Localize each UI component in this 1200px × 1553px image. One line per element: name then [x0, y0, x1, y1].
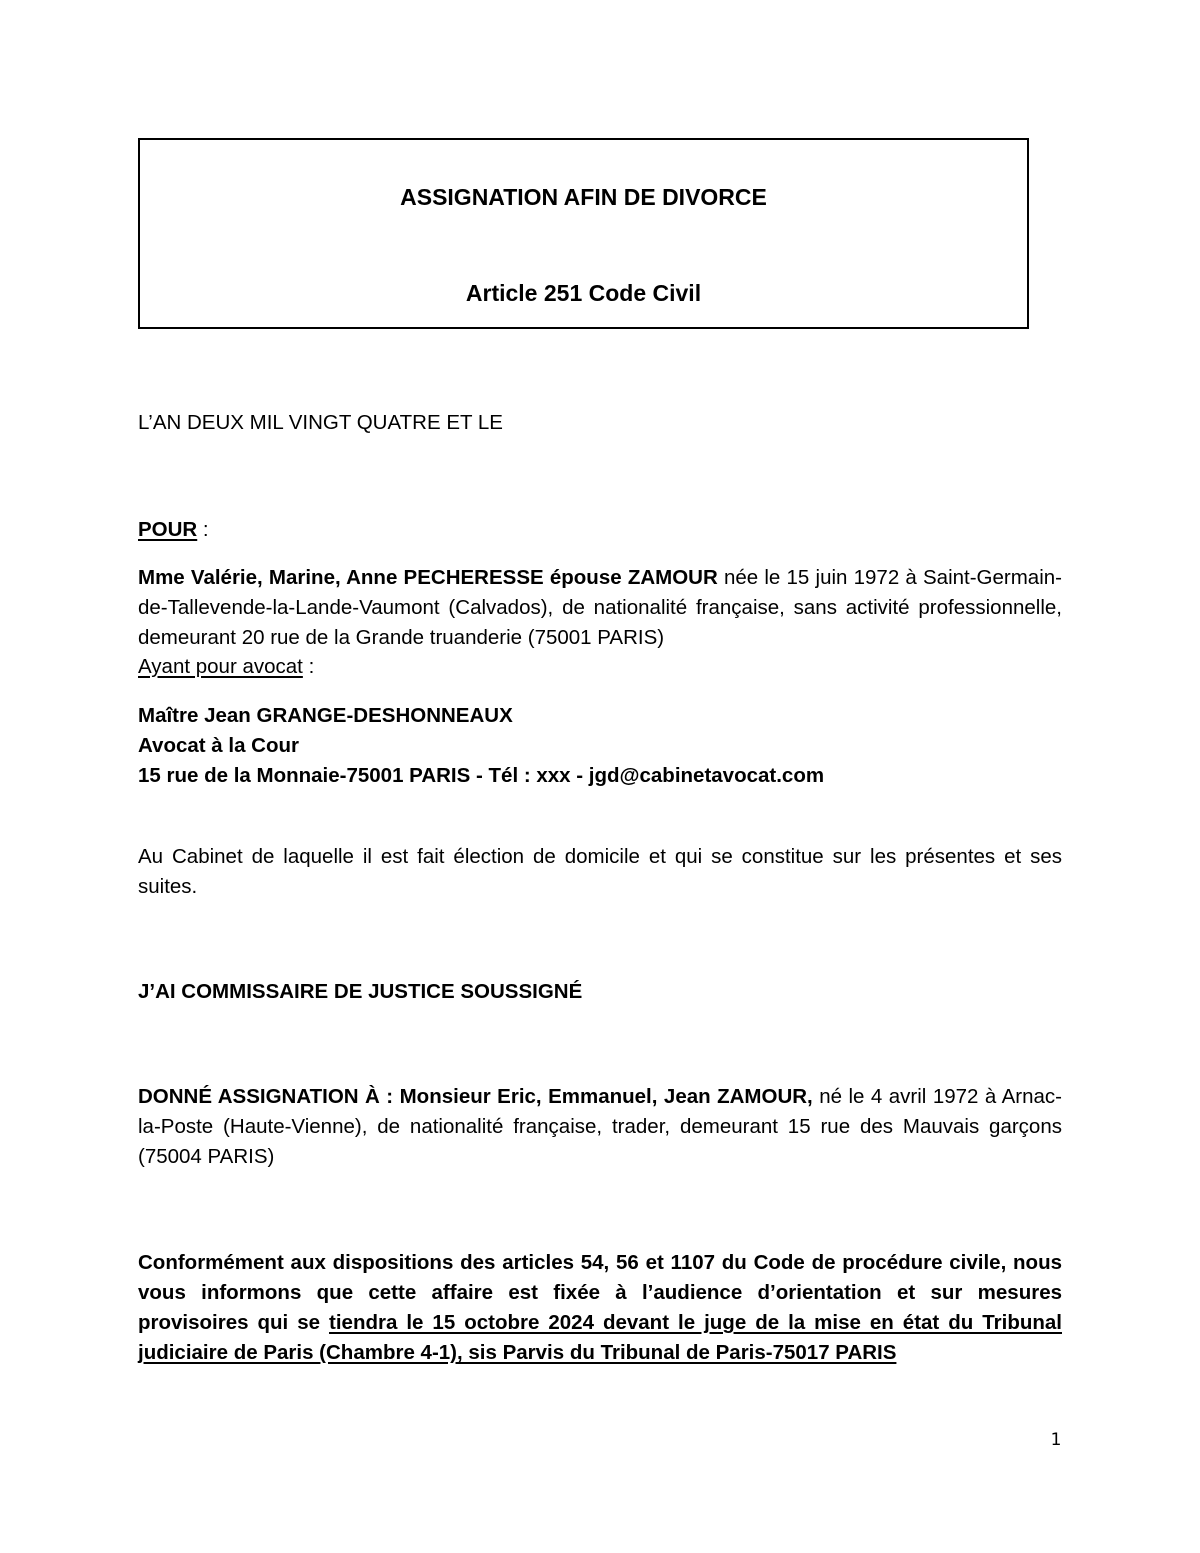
- domicile-text: Au Cabinet de laquelle il est fait élection de domicile et qui se constitue sur les présentes et ses suites.: [138, 845, 1062, 898]
- pour-heading: [138, 515, 1062, 545]
- document-title: ASSIGNATION AFIN DE DIVORCE: [400, 184, 767, 210]
- page-number: 1: [1050, 1430, 1062, 1450]
- bailiff-text: J’AI COMMISSAIRE DE JUSTICE SOUSSIGNÉ: [138, 980, 583, 1003]
- assignation-label: DONNÉ ASSIGNATION À : Monsieur Eric, Emmanuel, Jean ZAMOUR,: [138, 1085, 813, 1108]
- lawyer-address: 15 rue de la Monnaie-75001 PARIS - Tél : xxx - jgd@cabinetavocat.com: [138, 764, 825, 787]
- date-line: [138, 408, 1062, 438]
- conformement-intro: Conformément aux dispositions des articles 54, 56 et 1107 du Code de procédure civile, nous vous informons que cette affaire est fixée à l’audience d’orientation et sur mesures provisoires qui se: [138, 1251, 1062, 1334]
- hearing-details: tiendra le 15 octobre 2024 devant le juge de la mise en état du Tribunal judiciaire de Paris (Chambre 4-1), sis Parvis du Tribunal de Paris-75017 PARIS: [138, 1311, 1062, 1364]
- lawyer-title: Avocat à la Cour: [138, 734, 300, 757]
- lawyer-label-colon: :: [302, 655, 315, 678]
- lawyer-label-line: [138, 652, 1062, 682]
- title-box: [138, 138, 1029, 329]
- pour-heading-label: POUR: [138, 518, 198, 541]
- date-line-text: L’AN DEUX MIL VINGT QUATRE ET LE: [138, 411, 503, 434]
- assignation-details: né le 4 avril 1972 à Arnac-la-Poste (Haute-Vienne), de nationalité française, trader, demeurant 15 rue des Mauvais garçons (75004 PARIS): [138, 1085, 1063, 1168]
- plaintiff-paragraph: [138, 563, 1062, 653]
- assignation-paragraph: [138, 1082, 1062, 1172]
- domicile-paragraph: [138, 842, 1062, 902]
- bailiff-line: [138, 977, 1062, 1007]
- pour-heading-colon: :: [197, 518, 209, 541]
- conformement-paragraph: [138, 1248, 1062, 1368]
- document-subtitle: Article 251 Code Civil: [465, 280, 702, 306]
- plaintiff-name: Mme Valérie, Marine, Anne PECHERESSE épouse ZAMOUR: [138, 566, 718, 589]
- plaintiff-details: née le 15 juin 1972 à Saint-Germain-de-Tallevende-la-Lande-Vaumont (Calvados), de nationalité française, sans activité professionnelle, demeurant 20 rue de la Grande truanderie (75001 PARIS): [138, 566, 1062, 649]
- lawyer-block: [138, 701, 1062, 791]
- lawyer-label: Ayant pour avocat: [138, 655, 303, 678]
- lawyer-name: Maître Jean GRANGE-DESHONNEAUX: [138, 704, 513, 727]
